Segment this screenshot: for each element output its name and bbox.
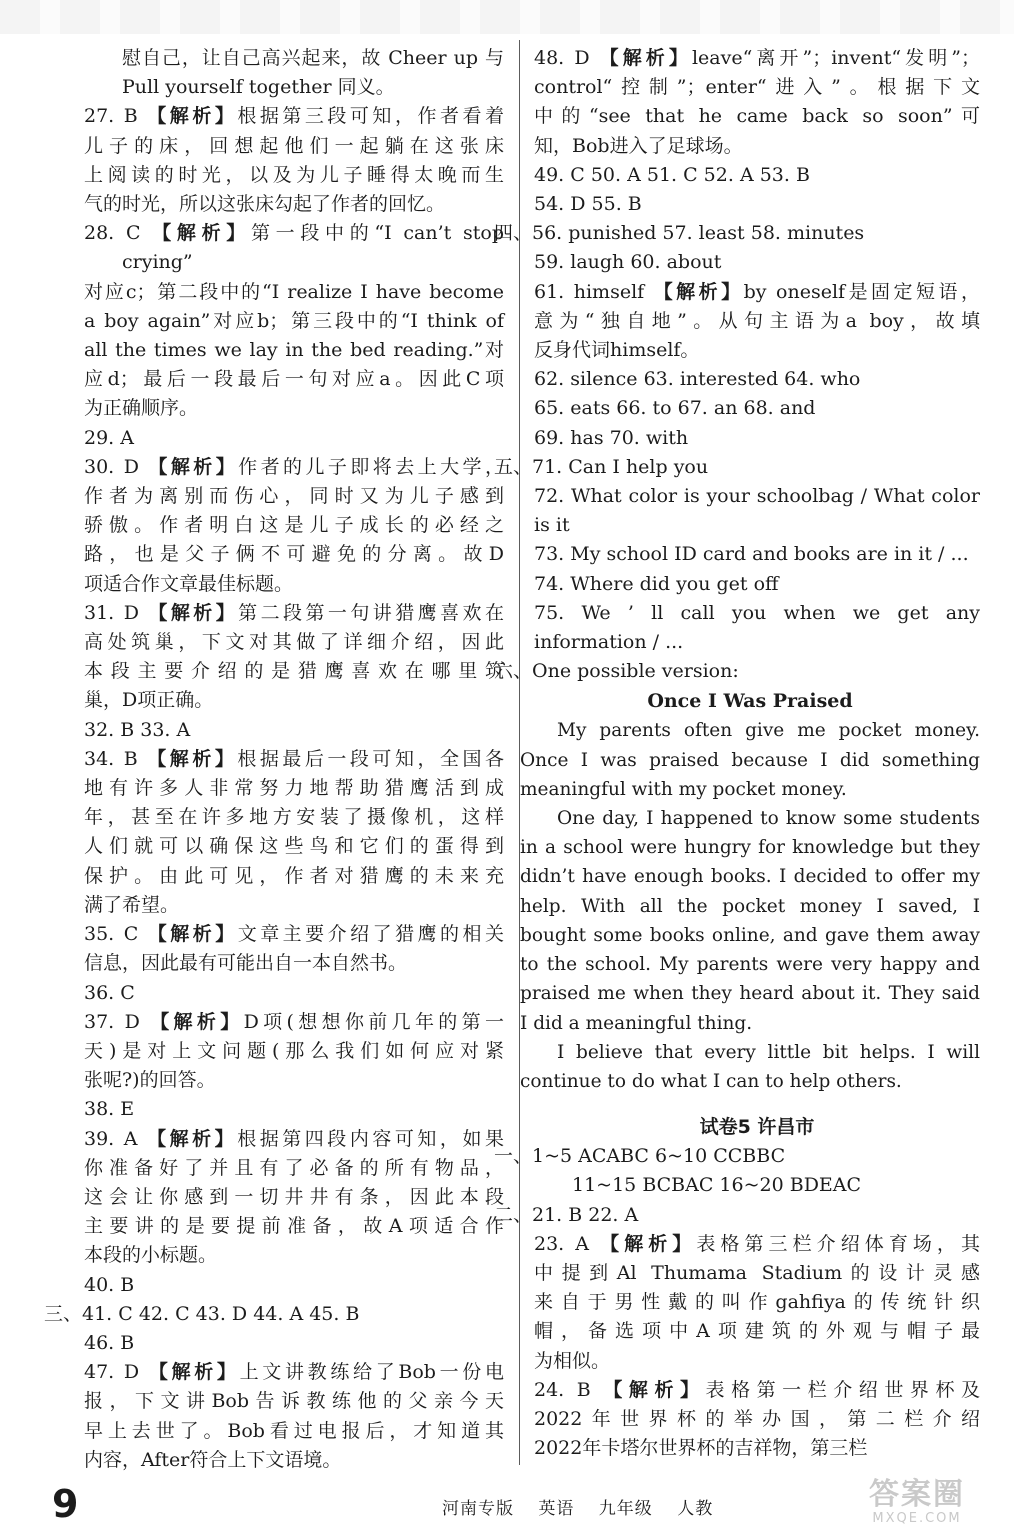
answer-entry: [84, 219, 504, 423]
answer-entry: [84, 453, 504, 599]
watermark-url-text: MXQE.COM: [872, 1511, 962, 1526]
answer-line: 早上去世了。Bob看过电报后，才知道其: [84, 1419, 504, 1442]
answer-line: 二、21. B 22. A: [494, 1203, 639, 1226]
answer-line: 对应c；第二段中的“I realize I have become: [84, 280, 504, 303]
analysis-tag: 【解析】: [148, 455, 239, 478]
answer-line: 31. D 【解析】第二段第一句讲猎鹰喜欢在: [84, 601, 504, 624]
analysis-tag: 【解析】: [148, 1361, 240, 1384]
analysis-tag: 【解析】: [147, 923, 238, 946]
answer-line: 儿子的床，回想起他们一起躺在这张床: [84, 134, 504, 157]
answer-entry: [84, 979, 504, 1008]
answer-line: a boy again”对应b；第三段中的“I think of: [84, 309, 504, 332]
analysis-tag: 【解析】: [653, 280, 744, 303]
answer-entry: [534, 278, 980, 366]
answer-line: 知，Bob进入了足球场。: [534, 134, 743, 157]
essay-body: [520, 716, 980, 1096]
answer-entry: [494, 1201, 980, 1230]
answer-entry: [534, 44, 980, 161]
answer-entry: [534, 570, 980, 599]
answer-line: 23. A 【解析】表格第三栏介绍体育场，其: [534, 1232, 980, 1255]
answer-line: 来自于男性戴的叫作gahfiya的传统针织: [534, 1291, 980, 1314]
answer-line: 主要讲的是要提前准备，故A项适合作: [84, 1215, 504, 1238]
answer-line: 意为“独自地”。从句主语为a boy，故填: [534, 309, 980, 332]
answer-entry: [494, 657, 980, 686]
answer-line: 28. C 【解析】第一段中的“I can’t stop crying”: [84, 222, 504, 274]
answer-line: 应d；最后一段最后一句对应a。因此C项: [84, 368, 504, 391]
answer-line: 天)是对上文问题(那么我们如何应对紧: [84, 1039, 504, 1062]
answer-line: 巢，D项正确。: [84, 689, 214, 712]
answer-line: 30. D 【解析】作者的儿子即将去上大学，: [84, 455, 504, 478]
analysis-tag: 【解析】: [600, 1232, 697, 1255]
answer-line: 这会让你感到一切井井有条，因此本段: [84, 1185, 504, 1208]
answer-line: 48. D 【解析】leave“离开”；invent“发明”；: [534, 47, 980, 69]
answer-line: information / ...: [534, 631, 684, 654]
answer-entry: [534, 1171, 980, 1200]
answer-line: 上阅读的时光，以及为儿子睡得太晚而生: [84, 163, 504, 186]
answer-entry: [84, 1271, 504, 1300]
answer-entry: [534, 599, 980, 657]
essay-paragraph: My parents often give me pocket money. Once I was praised because I did something meaningful with my pocket money.: [520, 720, 980, 800]
analysis-tag: 【解析】: [147, 747, 238, 770]
answer-entry: [84, 1358, 504, 1475]
answer-line: 32. B 33. A: [84, 718, 191, 741]
answer-line: 内容，After符合上下文语境。: [84, 1448, 342, 1471]
answer-entry: [534, 540, 980, 569]
answer-line: 73. My school ID card and books are in it / ...: [534, 543, 969, 566]
answer-line: 四、56. punished 57. least 58. minutes: [494, 222, 865, 245]
answer-line: 骄傲。作者明白这是儿子成长的必经之: [84, 514, 504, 537]
analysis-tag: 【解析】: [152, 222, 251, 245]
answer-entry: [84, 424, 504, 453]
answer-line: 40. B: [84, 1273, 135, 1296]
analysis-tag: 【解析】: [603, 1378, 706, 1401]
answer-entry: [84, 1329, 504, 1358]
paper-title: 试卷5 许昌市: [699, 1116, 815, 1139]
page-number: 9: [52, 1482, 79, 1526]
answer-line: 72. What color is your schoolbag / What color: [534, 485, 980, 508]
answer-line: 27. B 【解析】根据第三段可知，作者看着: [84, 105, 504, 128]
answer-line: 五、71. Can I help you: [494, 455, 709, 478]
answer-line: 11~15 BCBAC 16~20 BDEAC: [572, 1174, 862, 1197]
answer-line: 年，甚至在许多地方安装了摄像机，这样: [84, 806, 504, 829]
watermark-logo-text: 答案圈: [869, 1477, 965, 1512]
page-footer: [0, 1478, 1014, 1536]
essay-paragraph: I believe that every little bit helps. I will continue to do what I can to help others.: [520, 1041, 980, 1092]
answer-line: 为相似。: [534, 1349, 611, 1372]
answer-line: 三、41. C 42. C 43. D 44. A 45. B: [44, 1302, 360, 1325]
answer-entry: [494, 219, 980, 248]
answer-line: 37. D 【解析】D项(想想你前几年的第一: [84, 1010, 504, 1033]
answer-line: 59. laugh 60. about: [534, 251, 722, 274]
answer-line: 54. D 55. B: [534, 193, 642, 216]
right-answers-bottom: [494, 1142, 980, 1463]
answer-line: 36. C: [84, 981, 135, 1004]
answer-line: control“控制”；enter“进入”。根据下文: [534, 76, 980, 99]
essay-paragraph: One day, I happened to know some students in a school were hungry for knowledge but they didn’t have enough books. I decided to offer my help. With all the pocket money I saved, I bought some books online, and gave them away to the school. My parents were very happy and praised me when they heard about it. They said I did a meaningful thing.: [520, 808, 980, 1034]
answer-entry: [534, 248, 980, 277]
answer-line: 人们就可以确保这些鸟和它们的蛋得到: [84, 835, 504, 858]
analysis-tag: 【解析】: [150, 1010, 244, 1033]
right-answers-top: [494, 44, 980, 686]
answer-line: 满了希望。: [84, 893, 180, 916]
answer-entry: [44, 1300, 504, 1329]
answer-line: 六、One possible version:: [494, 660, 739, 683]
left-column: [44, 44, 504, 1475]
analysis-tag: 【解析】: [147, 105, 238, 128]
answer-line: 你准备好了并且有了必备的所有物品，: [84, 1156, 504, 1179]
answer-line: 47. D 【解析】上文讲教练给了Bob一份电: [84, 1361, 504, 1384]
answer-entry: [534, 394, 980, 423]
answer-line: 2022年世界杯的举办国，第二栏介绍: [534, 1407, 980, 1430]
answer-line: 帽，备选项中A项建筑的外观与帽子最: [534, 1320, 980, 1343]
analysis-tag: 【解析】: [599, 47, 692, 69]
answer-entry: [494, 453, 980, 482]
answer-line: 路，也是父子俩不可避免的分离。故D: [84, 543, 504, 566]
answer-line: 张呢?)的回答。: [84, 1069, 216, 1092]
answer-line: 74. Where did you get off: [534, 572, 779, 595]
answer-entry: [534, 161, 980, 190]
answer-line: 反身代词himself。: [534, 339, 700, 362]
answer-entry: [84, 1095, 504, 1124]
answer-line: 34. B 【解析】根据最后一段可知，全国各: [84, 747, 504, 770]
footer-text: 河南专版 英语 九年级 人教: [442, 1499, 714, 1519]
answer-line: 作者为离别而伤心，同时又为儿子感到: [84, 485, 504, 508]
answer-entry: [84, 745, 504, 920]
answer-entry: [534, 365, 980, 394]
answer-line: 地有许多人非常努力地帮助猎鹰活到成: [84, 777, 504, 800]
answer-line: 61. himself 【解析】by oneself是固定短语，: [534, 280, 980, 303]
answer-line: 46. B: [84, 1331, 135, 1354]
answer-line: 一、1~5 ACABC 6~10 CCBBC: [494, 1145, 786, 1168]
answer-line: Pull yourself together 同义。: [122, 76, 395, 99]
answer-entry: [534, 1376, 980, 1464]
answer-entry: [534, 482, 980, 540]
answer-entry: [84, 1008, 504, 1096]
answer-line: 29. A: [84, 426, 134, 449]
right-column: [494, 44, 980, 1463]
answer-entry: [84, 102, 504, 219]
answer-line: 高处筑巢，下文对其做了详细介绍，因此: [84, 631, 504, 654]
answer-line: 49. C 50. A 51. C 52. A 53. B: [534, 163, 810, 186]
answer-line: 24. B 【解析】表格第一栏介绍世界杯及: [534, 1378, 980, 1401]
answer-line: 信息，因此最有可能出自一本自然书。: [84, 952, 408, 975]
answer-entry: [534, 1230, 980, 1376]
answer-line: 38. E: [84, 1098, 135, 1121]
answer-line: all the times we lay in the bed reading.”对: [84, 339, 504, 362]
answer-line: 本段主要介绍的是猎鹰喜欢在哪里筑: [84, 660, 504, 683]
answer-line: 35. C 【解析】文章主要介绍了猎鹰的相关: [84, 923, 504, 946]
answer-line: 报，下文讲Bob告诉教练他的父亲今天: [84, 1390, 504, 1413]
answer-line: 为正确顺序。: [84, 397, 199, 420]
essay-title: Once I Was Praised: [647, 690, 853, 713]
analysis-tag: 【解析】: [147, 1127, 238, 1150]
answer-entry: [84, 1125, 504, 1271]
answer-line: 保护。由此可见，作者对猎鹰的未来充: [84, 864, 504, 887]
answer-line: is it: [534, 514, 570, 537]
answer-line: 75. We ’ ll call you when we get any: [534, 601, 980, 624]
answer-line: 69. has 70. with: [534, 426, 689, 449]
answer-entry: [534, 190, 980, 219]
answer-line: 62. silence 63. interested 64. who: [534, 368, 861, 391]
answer-line: 中的“see that he came back so soon”可: [534, 105, 980, 128]
answer-line: 65. eats 66. to 67. an 68. and: [534, 397, 816, 420]
answer-line: 气的时光，所以这张床勾起了作者的回忆。: [84, 193, 446, 216]
answer-entry: [84, 716, 504, 745]
answer-line: 39. A 【解析】根据第四段内容可知，如果: [84, 1127, 504, 1150]
answer-entry: [494, 1142, 980, 1171]
answer-line: 2022年卡塔尔世界杯的吉祥物，第三栏: [534, 1437, 868, 1460]
watermark-logo: [832, 1478, 1002, 1534]
answer-line: 项适合作文章最佳标题。: [84, 572, 294, 595]
answer-entry: [84, 920, 504, 978]
answer-entry: [534, 424, 980, 453]
answer-entry: [84, 44, 504, 102]
answer-line: 中提到Al Thumama Stadium的设计灵感: [534, 1261, 980, 1284]
answer-line: 慰自己，让自己高兴起来，故 Cheer up 与: [122, 47, 504, 69]
top-edge-band: [0, 0, 1014, 34]
answer-entry: [84, 599, 504, 716]
answer-line: 本段的小标题。: [84, 1244, 218, 1267]
analysis-tag: 【解析】: [148, 601, 239, 624]
